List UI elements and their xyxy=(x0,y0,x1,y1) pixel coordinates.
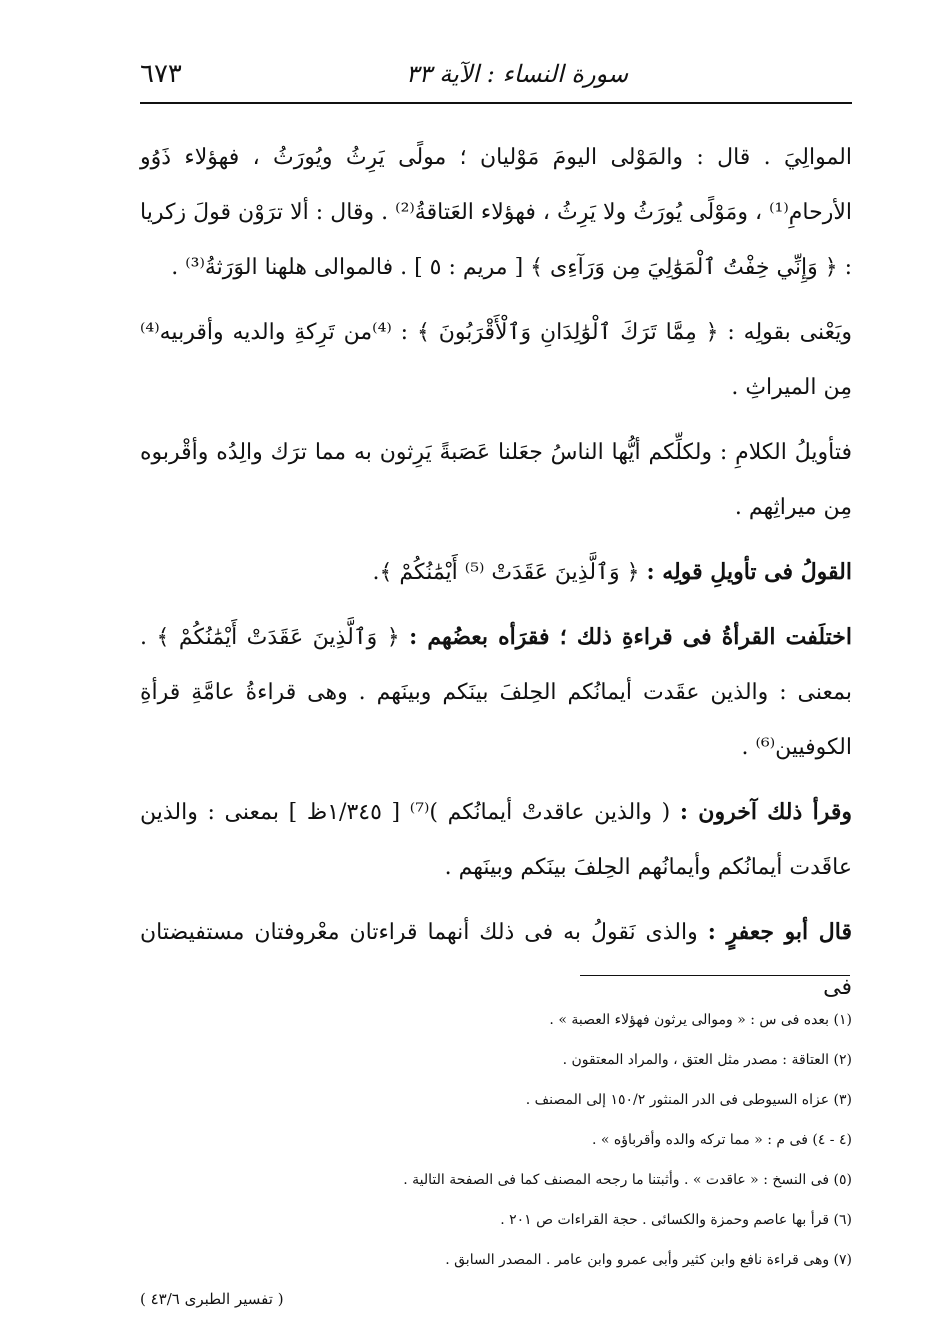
page-header xyxy=(140,52,852,96)
paragraph xyxy=(140,130,852,295)
paragraph xyxy=(140,905,852,1015)
paragraph-text: ( والذين عاقدتْ أيمانُكم )⁽⁷⁾ [ ١/٣٤٥ظ ] بمعنى : والذين عاقَدت أيمانُكم وأيمانُهم الحِلفَ بينَكم وبينَهم . xyxy=(140,800,852,880)
surah-title: سورة النساء : الآية ٣٣ xyxy=(405,60,629,88)
heading-lead: القولُ فى تأويلِ قولِه : xyxy=(646,559,852,585)
paragraph-text: الموالِيَ . قال : والمَوْلى اليومَ مَوْليان ؛ مولًى يَرِثُ ويُورَثُ ، فهؤلاء ذَوُو الأرحامِ⁽¹⁾ ، ومَوْلًى يُورَثُ ولا يَرِثُ ، فهؤلاء العَتاقةُ⁽²⁾ . وقال : ألا ترَوْن قولَ زكريا : ﴿ وَإِنِّي خِفْتُ ٱلْمَوَٰلِيَ مِن وَرَآءِى ﴾ [ مريم : ٥ ] . فالموالى هلهنا الوَرَثةُ⁽³⁾ . xyxy=(140,145,852,280)
footnote: (٣) عزاه السيوطى فى الدر المنثور ١٥٠/٢ إلى المصنف . xyxy=(525,1092,852,1108)
page-number: ٦٧٣ xyxy=(140,59,182,89)
paragraph-text: ويَعْنى بقولِه : ﴿ مِمَّا تَرَكَ ٱلْوَٰلِدَانِ وَٱلْأَقْرَبُونَ ﴾ : ⁽⁴⁾من تَرِكةِ والديه وأقربيه⁽⁴⁾ مِن الميراثِ . xyxy=(140,320,853,400)
footnotes xyxy=(140,1000,852,1280)
paragraph-lead: اختلَفت القرأةُ فى قراءةِ ذلك ؛ فقرَأه بعضُهم : xyxy=(409,624,853,650)
footnote: (٢) العتاقة : مصدر مثل العتق ، والمراد المعتقون . xyxy=(562,1052,852,1068)
heading-verse: ﴿ وَٱلَّذِينَ عَقَدَتْ ⁽⁵⁾ أَيْمَٰنُكُمْ ﴾. xyxy=(372,560,640,585)
footnote-rule xyxy=(580,975,850,976)
section-heading xyxy=(140,545,852,600)
footnote: (٦) قرأ بها عاصم وحمزة والكسائى . حجة القراءات ص ٢٠١ . xyxy=(500,1212,852,1228)
footnote: (١) بعده فى س : « وموالى يرثون فهؤلاء العصبة » . xyxy=(549,1012,852,1028)
footnote: (٤ - ٤) فى م : « مما تركه والده وأقرباؤه » . xyxy=(591,1132,852,1148)
paragraph-lead: قال أبو جعفرٍ : xyxy=(707,919,852,945)
footnote: (٧) وهى قراءة نافع وابن كثير وأبى عمرو وابن عامر . المصدر السابق . xyxy=(445,1252,852,1268)
footnote: (٥) فى النسخ : « عاقدت » . وأثبتنا ما رجحه المصنف كما فى الصفحة التالية . xyxy=(403,1172,852,1188)
volume-signature: ( تفسير الطبرى ٤٣/٦ ) xyxy=(140,1290,284,1308)
header-rule xyxy=(140,102,852,104)
paragraph-text: ﴿ وَٱلَّذِينَ عَقَدَتْ أَيْمَٰنُكُمْ ﴾ . بمعنى : والذين عقَدت أيمانُكم الحِلفَ بينَكم وبينَهم . وهى قراءةُ عامَّةِ قرأةِ الكوفيين⁽⁶⁾ . xyxy=(140,625,852,760)
paragraph xyxy=(140,425,852,535)
paragraph-text: والذى نَقولُ به فى ذلك أنهما قراءتان معْروفتان مستفيضتان فى xyxy=(140,920,852,1000)
paragraph xyxy=(140,785,852,895)
paragraph xyxy=(140,610,852,775)
main-text xyxy=(140,130,852,1025)
paragraph-lead: وقرأ ذلك آخرون : xyxy=(679,799,852,825)
paragraph xyxy=(140,305,852,415)
paragraph-text: فتأويلُ الكلامِ : ولكلِّكم أيُّها الناسُ جعَلنا عَصَبةً يَرِثون به مما ترَك والِدُه وأقْربوه مِن ميراثِهم . xyxy=(140,440,852,520)
